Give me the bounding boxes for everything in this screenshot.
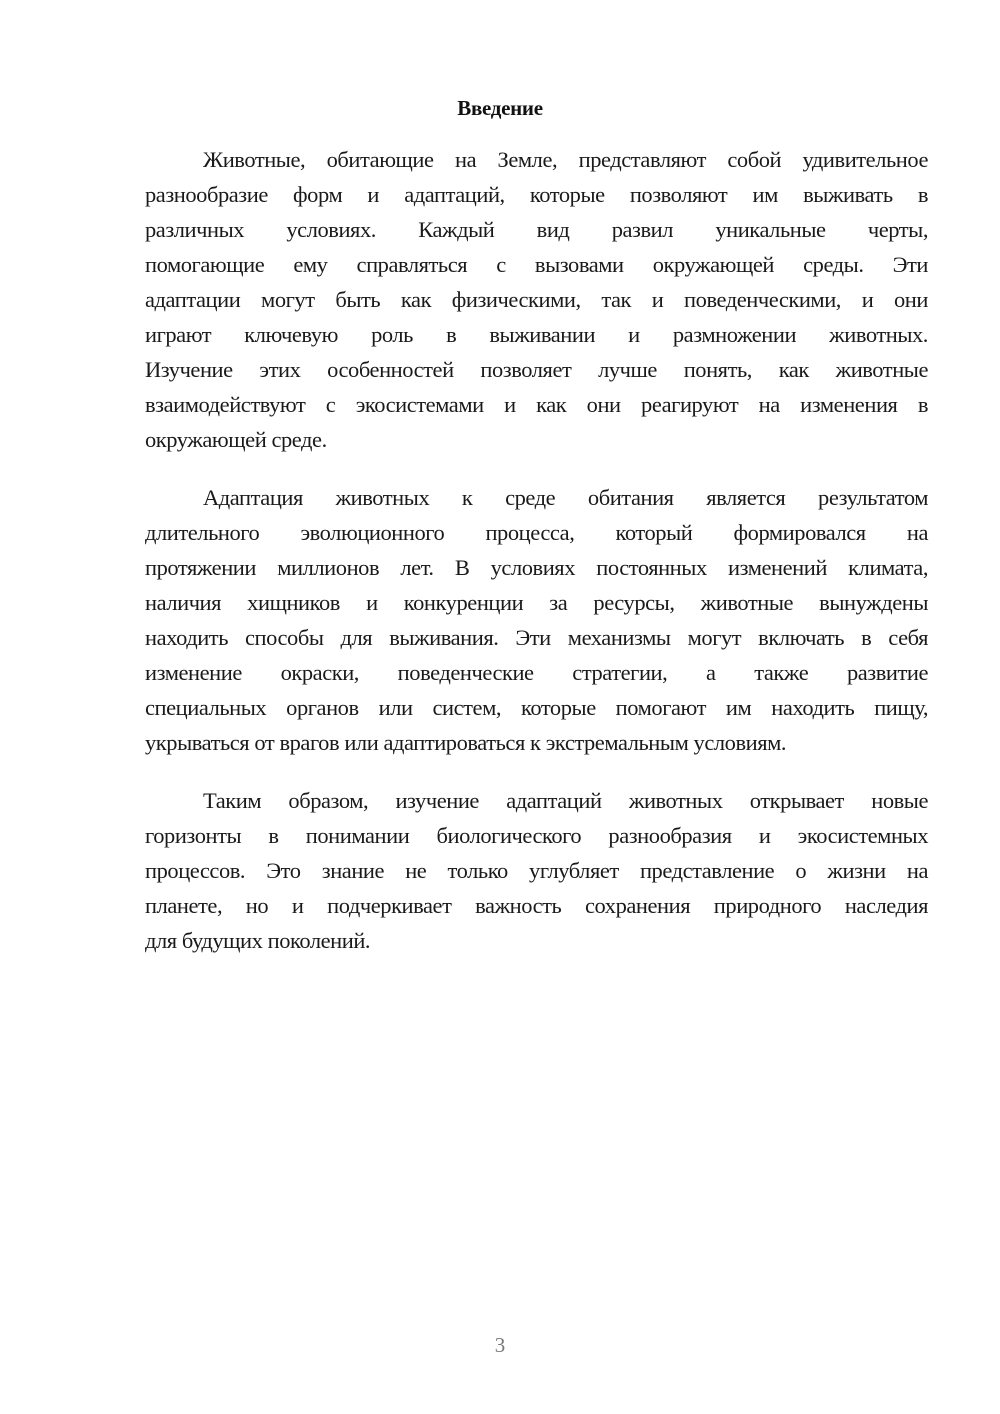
text-line: длительного эволюционного процесса, который формировался на <box>145 520 928 545</box>
text-line: Изучение этих особенностей позволяет лучше понять, как животные <box>145 357 928 382</box>
text-line: находить способы для выживания. Эти механизмы могут включать в себя <box>145 625 928 650</box>
paragraph-3 <box>145 783 928 958</box>
text-line: специальных органов или систем, которые помогают им находить пищу, <box>145 695 928 720</box>
text-line: планете, но и подчеркивает важность сохранения природного наследия <box>145 893 928 918</box>
paragraph-1 <box>145 142 928 457</box>
paragraph-2 <box>145 480 928 760</box>
text-line: процессов. Это знание не только углубляет представление о жизни на <box>145 858 928 883</box>
text-line: изменение окраски, поведенческие стратегии, а также развитие <box>145 660 928 685</box>
text-line: Таким образом, изучение адаптаций животных открывает новые <box>203 788 928 813</box>
text-line: наличия хищников и конкуренции за ресурсы, животные вынуждены <box>145 590 928 615</box>
text-line: различных условиях. Каждый вид развил уникальные черты, <box>145 217 928 242</box>
text-line: укрываться от врагов или адаптироваться к экстремальным условиям. <box>145 730 787 755</box>
text-line: Животные, обитающие на Земле, представляют собой удивительное <box>203 147 928 172</box>
text-line: горизонты в понимании биологического разнообразия и экосистемных <box>145 823 928 848</box>
text-line: помогающие ему справляться с вызовами окружающей среды. Эти <box>145 252 928 277</box>
text-line: для будущих поколений. <box>145 928 371 953</box>
text-line: взаимодействуют с экосистемами и как они реагируют на изменения в <box>145 392 928 417</box>
text-line: адаптации могут быть как физическими, так и поведенческими, и они <box>145 287 928 312</box>
section-title: Введение <box>457 96 543 120</box>
text-line: разнообразие форм и адаптаций, которые позволяют им выживать в <box>145 182 928 207</box>
text-line: Адаптация животных к среде обитания является результатом <box>203 485 928 510</box>
text-line: протяжении миллионов лет. В условиях постоянных изменений климата, <box>145 555 928 580</box>
page-number: 3 <box>494 1333 506 1357</box>
text-line: окружающей среде. <box>145 427 327 452</box>
text-line: играют ключевую роль в выживании и размножении животных. <box>145 322 928 347</box>
